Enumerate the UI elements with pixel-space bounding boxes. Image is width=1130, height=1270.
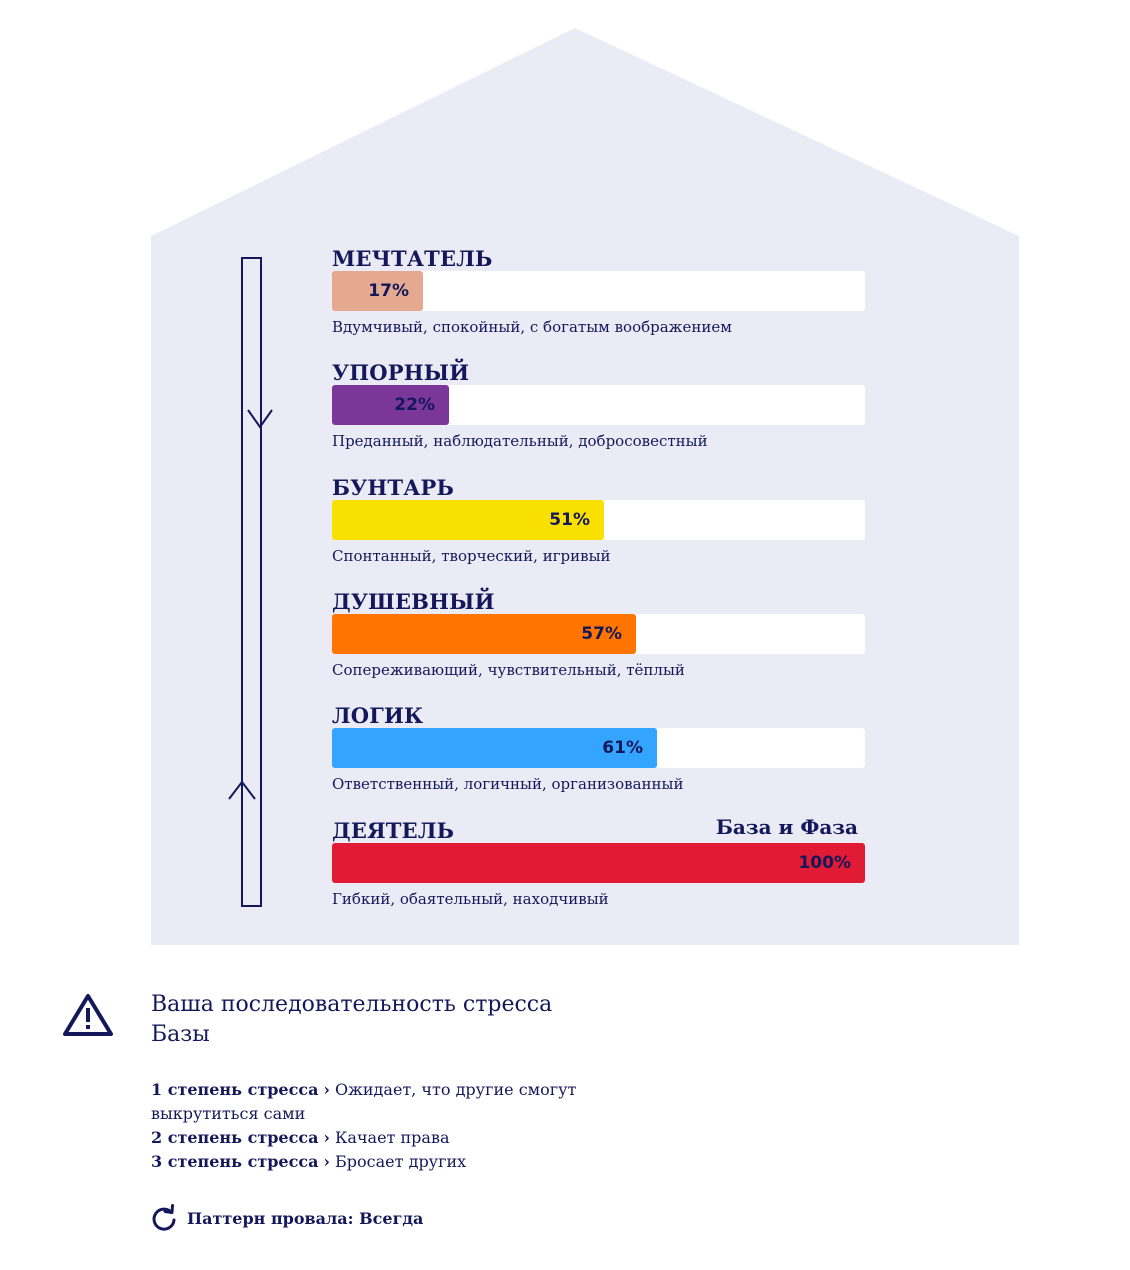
type-description: Вдумчивый, спокойный, с богатым воображением: [332, 318, 732, 336]
chevron-right-icon: ›: [323, 1128, 330, 1147]
stress-levels: [151, 1078, 581, 1174]
percent-label: 100%: [798, 853, 851, 873]
type-title: МЕЧТАТЕЛЬ: [332, 246, 493, 271]
type-row: [332, 815, 865, 909]
type-description: Ответственный, логичный, организованный: [332, 775, 684, 793]
percent-label: 57%: [581, 624, 622, 644]
type-row: [332, 247, 865, 337]
sequence-arrow-icon: [220, 250, 290, 920]
chevron-right-icon: ›: [323, 1080, 330, 1099]
progress-track: [332, 728, 865, 768]
percent-label: 51%: [549, 510, 590, 530]
progress-fill: [332, 843, 865, 883]
type-row: [332, 361, 865, 451]
warning-triangle-icon: [62, 992, 114, 1038]
type-row: [332, 590, 865, 680]
stress-level-label: 1 степень стресса: [151, 1080, 319, 1099]
refresh-icon: [151, 1204, 177, 1232]
progress-track: [332, 385, 865, 425]
type-row: [332, 476, 865, 566]
stress-level-text: Качает права: [335, 1128, 450, 1147]
percent-label: 22%: [394, 395, 435, 415]
type-title: УПОРНЫЙ: [332, 360, 470, 385]
type-description: Преданный, наблюдательный, добросовестный: [332, 432, 708, 450]
type-description: Спонтанный, творческий, игривый: [332, 547, 611, 565]
type-description: Гибкий, обаятельный, находчивый: [332, 890, 609, 908]
progress-track: [332, 500, 865, 540]
type-title: ЛОГИК: [332, 703, 424, 728]
progress-track: [332, 843, 865, 883]
chevron-right-icon: ›: [323, 1152, 330, 1171]
stress-level-item: [151, 1126, 581, 1150]
progress-track: [332, 614, 865, 654]
stress-level-text: Ожидает, что другие смогут выкрутиться сами: [151, 1080, 577, 1123]
type-title: ДУШЕВНЫЙ: [332, 589, 495, 614]
type-description: Сопереживающий, чувствительный, тёплый: [332, 661, 685, 679]
stress-heading: [151, 990, 552, 1050]
progress-track: [332, 271, 865, 311]
failure-pattern-text: Паттерн провала: Всегда: [187, 1208, 424, 1228]
percent-label: 61%: [602, 738, 643, 758]
type-title: БУНТАРЬ: [332, 475, 455, 500]
stress-level-item: [151, 1150, 581, 1174]
type-row: [332, 704, 865, 794]
percent-label: 17%: [368, 281, 409, 301]
stress-level-label: 2 степень стресса: [151, 1128, 319, 1147]
stress-level-item: [151, 1078, 581, 1126]
type-title: ДЕЯТЕЛЬ: [332, 818, 455, 843]
failure-pattern: [151, 1203, 423, 1233]
stress-level-text: Бросает других: [335, 1152, 467, 1171]
stress-title-line2: Базы: [151, 1022, 210, 1047]
stress-title-line1: Ваша последовательность стресса: [151, 992, 553, 1017]
base-phase-label: База и Фаза: [715, 815, 858, 839]
stress-level-label: 3 степень стресса: [151, 1152, 319, 1171]
